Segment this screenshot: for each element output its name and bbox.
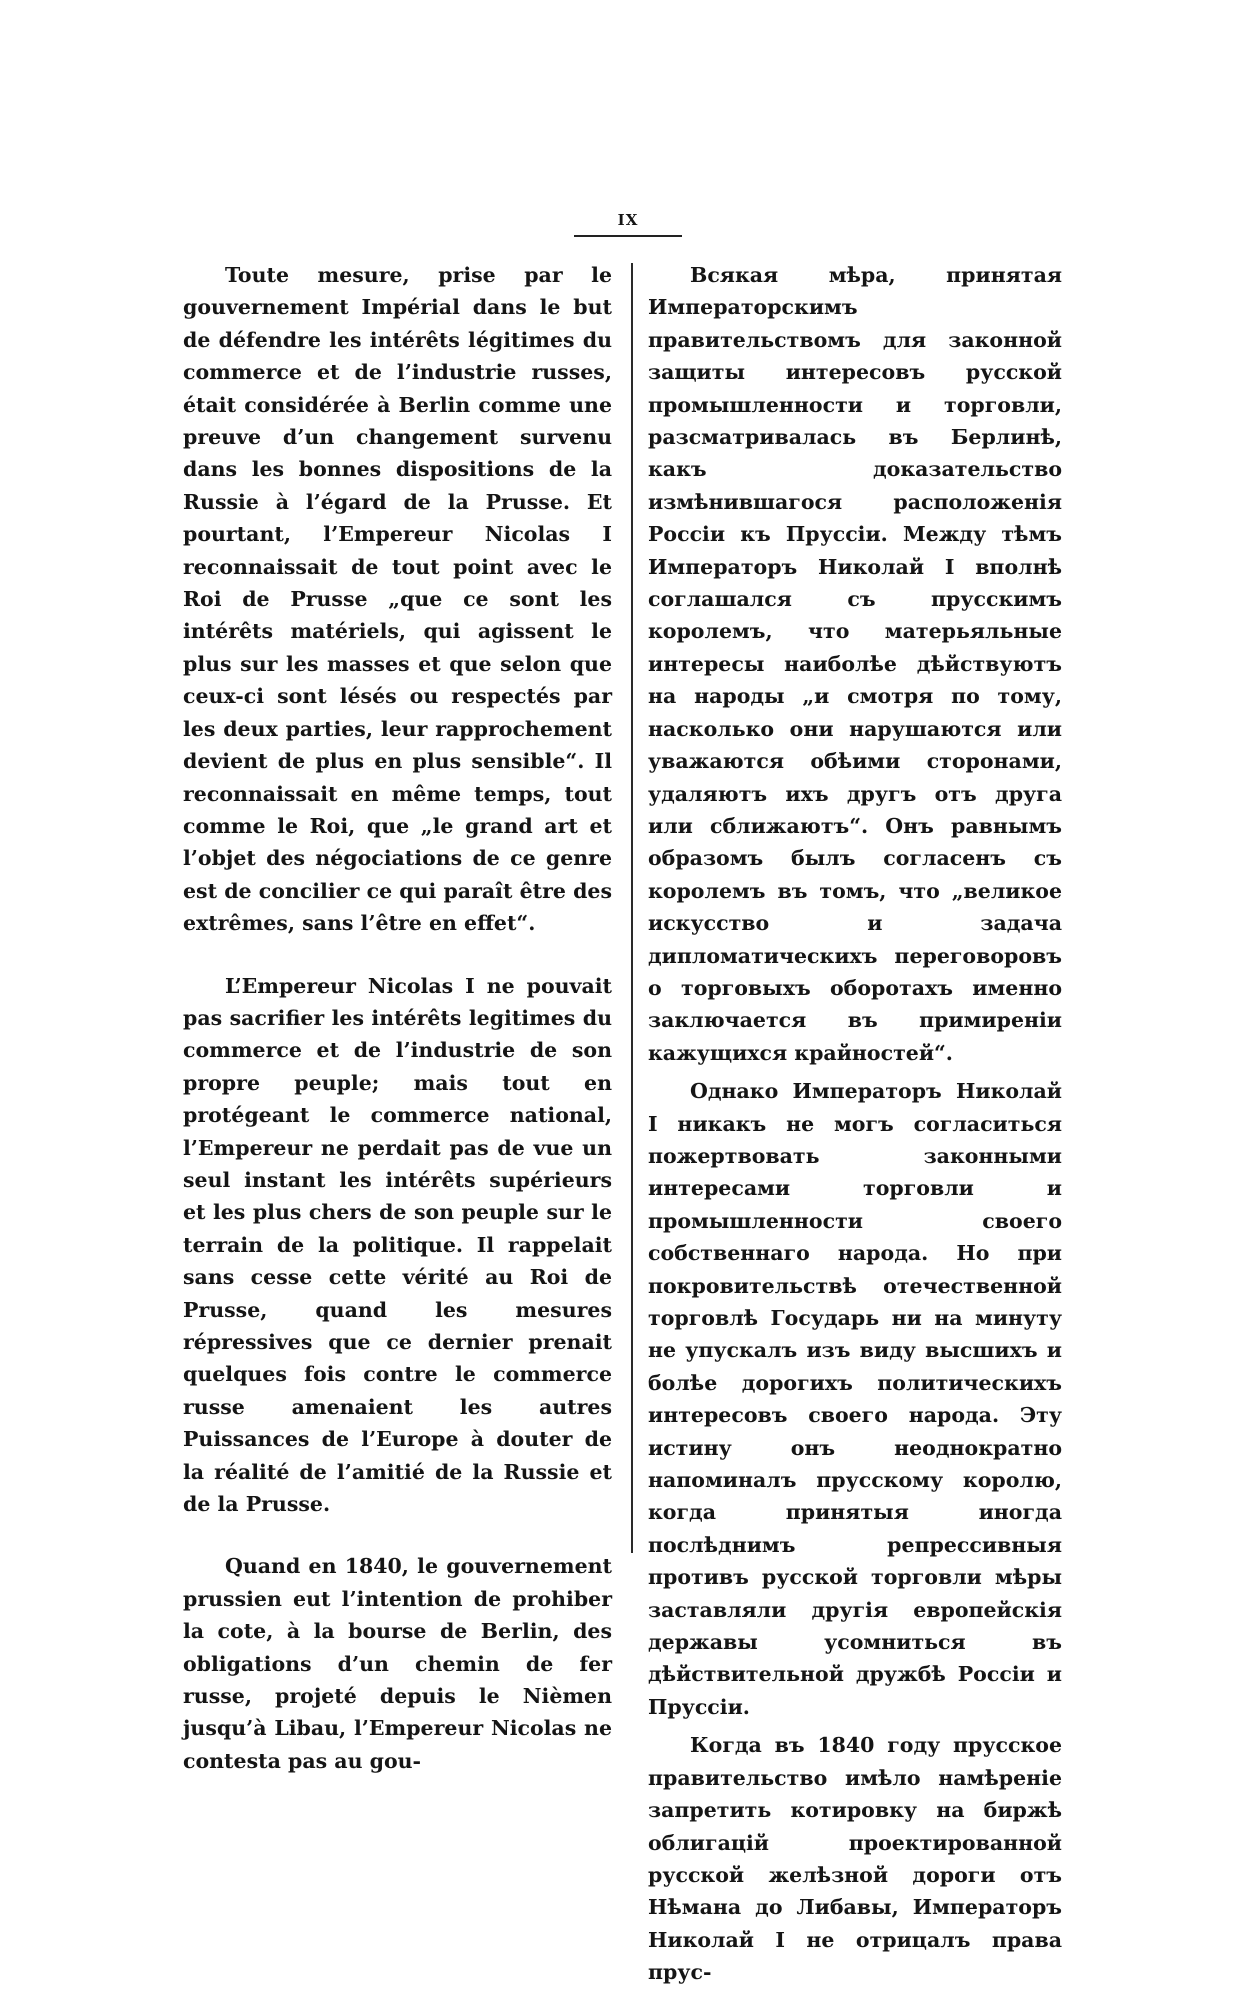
page-number: IX <box>617 211 639 229</box>
russian-paragraph-1: Всякая мѣра, принятая Императорскимъ правительствомъ для законной защиты интересовъ русской промышленности и торговли, разсматривалась въ Берлинѣ, какъ доказательство измѣнившагося расположенія Россіи къ Пруссіи. Между тѣмъ Императоръ Николай I вполнѣ соглашался съ прусскимъ королемъ, что матерьяльные интересы наиболѣе дѣйствуютъ на народы „и смотря по тому, насколько они нарушаются или уважаются обѣими сторонами, удаляютъ ихъ другъ отъ друга или сближаютъ“. Онъ равнымъ образомъ былъ согласенъ съ королемъ въ томъ, что „великое искусство и задача дипломатическихъ переговоровъ о торговыхъ оборотахъ именно заключается въ примиреніи кажущихся крайностей“. <box>648 263 1062 1065</box>
header-rule <box>574 235 682 237</box>
russian-paragraph-3: Когда въ 1840 году прусское правительство имѣло намѣреніе запретить котировку на биржѣ облигацій проектированной русской желѣзной дороги отъ Нѣмана до Либавы, Императоръ Николай I не отрицалъ права прус- <box>648 1733 1062 1985</box>
russian-paragraph-2: Однако Императоръ Николай I никакъ не могъ согласиться пожертвовать законными интересами торговли и промышленности своего собственнаго народа. Но при покровительствѣ отечественной торговлѣ Государь ни на минуту не упускалъ изъ виду высшихъ и болѣе дорогихъ политическихъ интересовъ своего народа. Эту истину онъ неоднократно напоминалъ прусскому королю, когда принятыя иногда послѣднимъ репрессивныя противъ русской торговли мѣры заставляли другія европейскія державы усомниться въ дѣйствительной дружбѣ Россіи и Пруссіи. <box>648 1079 1062 1719</box>
page-header <box>574 212 682 237</box>
french-paragraph-3: Quand en 1840, le gouvernement prussien eut l’intention de prohiber la cote, à la bourse de Berlin, des obligations d’un chemin de fer russe, projeté depuis le Nièmen jusqu’à Libau, l’Empereur Nicolas ne contesta pas au gou- <box>183 1554 612 1773</box>
french-column <box>183 259 612 1777</box>
french-paragraph-2: L’Empereur Nicolas I ne pouvait pas sacrifier les intérêts legitimes du commerce et de l’industrie de son propre peuple; mais tout en protégeant le commerce national, l’Empereur ne perdait pas de vue un seul instant les intérêts supérieurs et les plus chers de son peuple sur le terrain de la politique. Il rappelait sans cesse cette vérité au Roi de Prusse, quand les mesures répressives que ce dernier prenait quelques fois contre le commerce russe amenaient les autres Puissances de l’Europe à douter de la réalité de l’amitié de la Russie et de la Prusse. <box>183 973 612 1517</box>
french-paragraph-1: Toute mesure, prise par le gouvernement Impérial dans le but de défendre les intérêts légitimes du commerce et de l’industrie russes, était considérée à Berlin comme une preuve d’un changement survenu dans les bonnes dispositions de la Russie à l’égard de la Prusse. Et pourtant, l’Empereur Nicolas I reconnaissait de tout point avec le Roi de Prusse „que ce sont les intérêts matériels, qui agissent le plus sur les masses et que selon que ceux-ci sont lésés ou respectés par les deux parties, leur rapprochement devient de plus en plus sensible“. Il reconnaissait en même temps, tout comme le Roi, que „le grand art et l’objet des négociations de ce genre est de concilier ce qui paraît être des extrêmes, sans l’être en effet“. <box>183 263 612 936</box>
russian-column <box>648 259 1062 1989</box>
column-divider <box>631 263 633 1553</box>
